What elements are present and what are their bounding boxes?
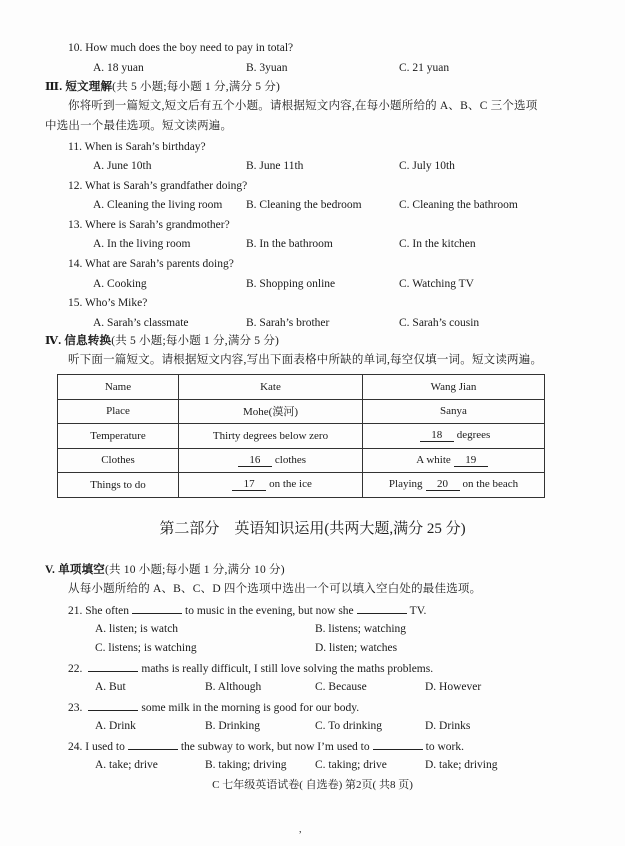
fill-blank: 18 [420, 429, 454, 442]
q23-option-a: A. Drink [95, 720, 136, 732]
q13-option-a: A. In the living room [93, 238, 191, 250]
wang-cell [363, 473, 545, 498]
q21-blank-2 [357, 603, 407, 614]
info-table-row [58, 399, 545, 424]
question-15: 15. Who’s Mike? [68, 297, 148, 309]
section-4-title: 信息转换 [64, 335, 112, 347]
kate-cell [179, 448, 363, 473]
fill-blank: 20 [426, 478, 460, 491]
cell-text: Sanya [440, 405, 467, 418]
question-23 [68, 700, 359, 715]
info-table-row [58, 473, 545, 498]
q22-option-b: B. Although [205, 681, 262, 693]
section-3-scoring: (共 5 小题;每小题 1 分,满分 5 分) [112, 81, 280, 93]
cell-text: A white [416, 453, 451, 466]
q21-option-d: D. listen; watches [315, 642, 398, 654]
question-24 [68, 739, 464, 754]
q24-option-b: B. taking; driving [205, 759, 287, 771]
q10-option-b: B. 3yuan [246, 62, 288, 74]
row-label: Clothes [58, 448, 179, 473]
q22-blank [88, 661, 138, 672]
q10-option-a: A. 18 yuan [93, 62, 144, 74]
q23-blank [88, 700, 138, 711]
q21-text-3: TV. [409, 605, 427, 617]
q11-option-c: C. July 10th [399, 160, 455, 172]
q12-option-c: C. Cleaning the bathroom [399, 199, 518, 211]
q14-option-b: B. Shopping online [246, 278, 336, 290]
q22-option-a: A. But [95, 681, 126, 693]
cell-text: degrees [456, 429, 491, 442]
q24-text-3: to work. [425, 741, 464, 753]
section-5-scoring: (共 10 小题;每小题 1 分,满分 10 分) [105, 564, 285, 576]
q23-option-b: B. Drinking [205, 720, 260, 732]
question-11: 11. When is Sarah’s birthday? [68, 141, 206, 153]
q22-option-c: C. Because [315, 681, 367, 693]
kate-cell [179, 473, 363, 498]
q24-option-c: C. taking; drive [315, 759, 387, 771]
kate-cell [179, 399, 363, 424]
q21-text-1: 21. She often [68, 605, 130, 617]
section-3-instruction-2: 中选出一个最佳选项。短文读两遍。 [45, 120, 233, 132]
cell-text: on the ice [269, 478, 312, 491]
q10-option-c: C. 21 yuan [399, 62, 450, 74]
cell-text: Kate [260, 380, 281, 393]
question-10: 10. How much does the boy need to pay in total? [68, 42, 294, 54]
section-4-heading [45, 334, 279, 348]
cell-text: Mohe(漠河) [243, 406, 298, 419]
q22-text: maths is really difficult, I still love solving the maths problems. [141, 663, 434, 675]
wang-cell [363, 424, 545, 449]
q21-text-2: to music in the evening, but now she [185, 605, 354, 617]
q15-option-a: A. Sarah’s classmate [93, 317, 189, 329]
question-21 [68, 603, 426, 618]
wang-cell [363, 448, 545, 473]
cell-text: on the beach [462, 478, 519, 491]
info-table-row [58, 448, 545, 473]
row-label: Temperature [58, 424, 179, 449]
section-4-scoring: (共 5 小题;每小题 1 分,满分 5 分) [111, 335, 280, 347]
part-2-title: 第二部分 英语知识运用(共两大题,满分 25 分) [159, 521, 466, 537]
scan-speck: , [299, 824, 302, 835]
q21-option-a: A. listen; is watch [95, 623, 179, 635]
q14-option-a: A. Cooking [93, 278, 147, 290]
section-3-heading [45, 80, 280, 94]
info-table [57, 374, 545, 498]
q24-option-d: D. take; driving [425, 759, 498, 771]
section-3-instruction-1: 你将听到一篇短文,短文后有五个小题。请根据短文内容,在每小题所给的 A、B、C 三个选项 [68, 100, 538, 112]
question-12: 12. What is Sarah’s grandfather doing? [68, 180, 248, 192]
kate-cell [179, 375, 363, 400]
fill-blank: 17 [232, 478, 266, 491]
q23-option-c: C. To drinking [315, 720, 383, 732]
section-5-instruction: 从每小题所给的 A、B、C、D 四个选项中选出一个可以填入空白处的最佳选项。 [68, 583, 482, 595]
q23-number: 23. [68, 702, 83, 714]
section-5-numeral: V. [45, 564, 56, 576]
q12-option-b: B. Cleaning the bedroom [246, 199, 362, 211]
q24-option-a: A. take; drive [95, 759, 158, 771]
info-table-row [58, 424, 545, 449]
question-22 [68, 661, 433, 676]
row-label: Things to do [58, 473, 179, 498]
q15-option-b: B. Sarah’s brother [246, 317, 330, 329]
q24-blank-1 [128, 739, 178, 750]
q23-option-d: D. Drinks [425, 720, 471, 732]
q24-blank-2 [373, 739, 423, 750]
section-4-numeral: Ⅳ. [45, 335, 62, 347]
section-3-numeral: Ⅲ. [45, 81, 63, 93]
cell-text: Wang Jian [430, 380, 477, 393]
wang-cell [363, 375, 545, 400]
q22-option-d: D. However [425, 681, 482, 693]
q14-option-c: C. Watching TV [399, 278, 474, 290]
cell-text: Thirty degrees below zero [212, 429, 329, 442]
q22-number: 22. [68, 663, 83, 675]
row-label: Place [58, 399, 179, 424]
q21-blank-1 [132, 603, 182, 614]
section-4-instruction: 听下面一篇短文。请根据短文内容,写出下面表格中所缺的单词,每空仅填一词。短文读两遍。 [68, 354, 543, 366]
question-13: 13. Where is Sarah’s grandmother? [68, 219, 230, 231]
fill-blank: 19 [454, 454, 488, 467]
q21-option-c: C. listens; is watching [95, 642, 197, 654]
info-table-row [58, 375, 545, 400]
kate-cell [179, 424, 363, 449]
page-footer: C 七年级英语试卷( 自选卷) 第2页( 共8 页) [212, 779, 413, 791]
section-5-heading [45, 563, 285, 577]
section-5-title: 单项填空 [58, 564, 105, 576]
q11-option-a: A. June 10th [93, 160, 152, 172]
section-3-title: 短文理解 [65, 81, 113, 93]
fill-blank: 16 [238, 454, 272, 467]
q13-option-c: C. In the kitchen [399, 238, 476, 250]
q23-text: some milk in the morning is good for our body. [141, 702, 360, 714]
q15-option-c: C. Sarah’s cousin [399, 317, 480, 329]
cell-text: Playing [388, 478, 423, 491]
wang-cell [363, 399, 545, 424]
q13-option-b: B. In the bathroom [246, 238, 333, 250]
q24-text-1: 24. I used to [68, 741, 125, 753]
q11-option-b: B. June 11th [246, 160, 304, 172]
q24-text-2: the subway to work, but now I’m used to [180, 741, 370, 753]
q21-option-b: B. listens; watching [315, 623, 407, 635]
cell-text: clothes [274, 453, 307, 466]
question-14: 14. What are Sarah’s parents doing? [68, 258, 234, 270]
row-label: Name [58, 375, 179, 400]
q12-option-a: A. Cleaning the living room [93, 199, 223, 211]
